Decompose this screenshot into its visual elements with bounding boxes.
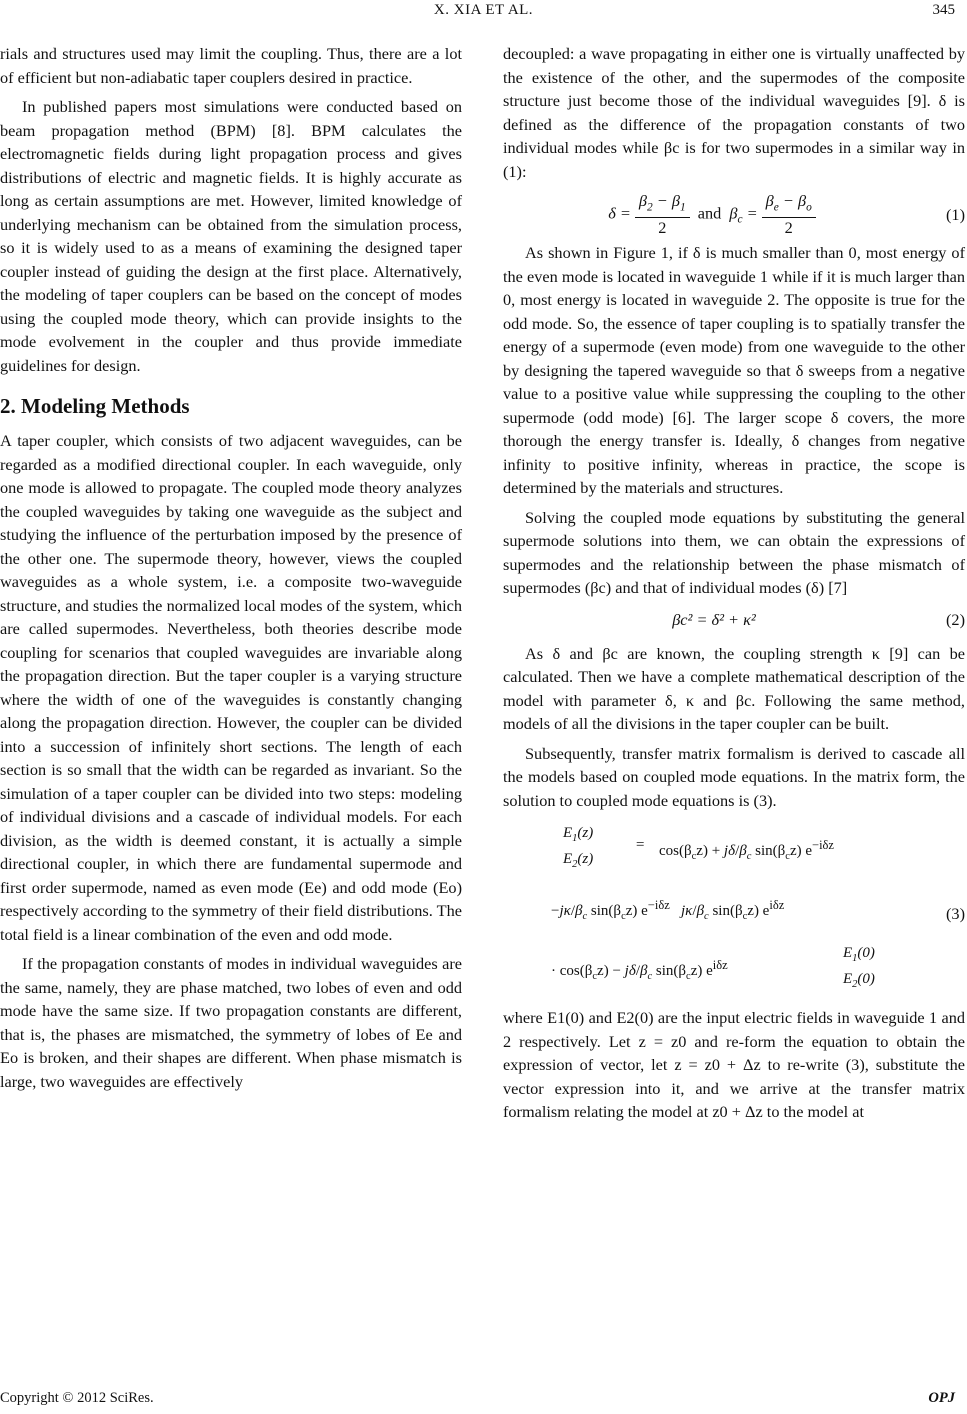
paragraph: If the propagation constants of modes in individual waveguides are the same, namely, they are phase matched, two lobes of even and odd mode have the same size. If two propagation constants are different, that is, the phases are mismatched, the symmetry of lobes of Ee and Eo is broken, and their shapes are different. When phase mismatch is large, two waveguides are effectively	[0, 954, 462, 1091]
paragraph: In published papers most simulations were conducted based on beam propagation method (BPM) [8]. BPM calculates the electromagnetic fields during light propagation process and gives distributions of electric and magnetic fields. It is highly accurate as long as certain assumptions are met. However, limited knowledge of underlying mechanism can be obtained from the simulation process, so it is widely used to as a means of examining the designed taper coupler instead of guiding the design at the first place. Alternatively, the modeling of taper couplers can be based on the concept of modes using the coupled mode theory, which can provide insights to the mode evolvement in the coupler and thus provide immediate guidelines for design.	[0, 97, 462, 375]
equation-3: $E_1(z)$ $E_2(z)$ = $\cos(\beta_cz) + j\delta/\beta_c$ $\sin(\beta_cz)$ $e^{-i\delta z}$ $-j\kappa/\beta_c$ $\sin(\beta_cz)$ $e^{-i\delta z}$ $j\kappa/\beta_c$ $\sin(\beta_cz)$ $e^{i\delta z}$ · $\cos(\beta_cz) - j\delta/\beta_c$ $\sin(\beta_cz)$ $e^{i\delta z}$ $E_1(0)$ $E_2(0)$ (3)	[551, 825, 965, 990]
paragraph: where E1(0) and E2(0) are the input electric fields in waveguide 1 and 2 respectively. Let z = z0 and re-form the equation to obtain the expression of vector, let z = z0 + Δz to re-write (3), substitute the vector expression into it, and we arrive at the transfer matrix formalism relating the model at z0 + Δz to the model at	[503, 1008, 965, 1121]
paragraph: Solving the coupled mode equations by substituting the general supermode solutions into them, we can obtain the expressions of supermodes and the relationship between the phase mismatch of supermodes (βc) and that of individual modes (δ) [7]	[503, 507, 965, 597]
equation-number: (3)	[946, 904, 965, 923]
paragraph: As δ and βc are known, the coupling strength κ [9] can be calculated. Then we have a complete mathematical description of the model with parameter δ, κ and βc. Following the same method, models of all the divisions in the taper coupler can be built.	[503, 643, 965, 733]
page-footer	[0, 1390, 967, 1410]
paragraph: Subsequently, transfer matrix formalism is derived to cascade all the models based on coupled mode equations. In the matrix form, the solution to coupled mode equations is (3).	[503, 743, 965, 810]
copyright: Copyright © 2012 SciRes.	[0, 1390, 154, 1406]
running-authors: X. XIA ET AL.	[433, 2, 534, 18]
journal-abbrev: OPJ	[928, 1390, 955, 1406]
page-number: 345	[932, 2, 955, 18]
equation-1: δ = $\frac{\beta_2 - \beta_1}{2}$ and $\beta_c$ = $\frac{\beta_e - \beta_o}{2}$ (1)	[608, 191, 965, 238]
and-word: and	[697, 203, 722, 223]
paragraph: As shown in Figure 1, if δ is much smaller than 0, most energy of the even mode is located in waveguide 1 while if it is much larger than 0, most energy is located in waveguide 2. The opposite is true for the odd mode. So, the essence of taper coupling is to spatially transfer the energy of a supermode (even mode) from one waveguide to the other by designing the tapered waveguide so that δ sweeps from a negative value to a positive value while suppressing the coupling to the other supermode (odd mode) [6]. The larger scope δ covers, the more thorough the energy transfer is. Ideally, δ changes from negative infinity to positive infinity, whereas in practice, the scope is determined by the materials and structures.	[503, 243, 965, 497]
section-heading: 2. Modeling Methods	[0, 394, 190, 418]
right-column	[503, 42, 965, 1124]
equation-number: (1)	[946, 205, 965, 224]
left-column	[0, 42, 462, 1093]
equation-2	[503, 600, 965, 636]
paragraph: A taper coupler, which consists of two adjacent waveguides, can be regarded as a modified directional coupler. In each waveguide, only one mode is allowed to propagate. The coupled mode theory analyzes the coupled waveguides by taking one waveguide as the subject and studying the influence of the perturbation imposed by the presence of the other one. The supermode theory, however, views the coupled waveguides as a whole system, i.e. a composite two-waveguide structure, and studies the normalized local modes of the system, which are called supermodes. Nevertheless, both theories describe mode coupling for scenarios that coupled waveguides are invariable along the propagation direction. But the taper coupler is a varying structure where the width of one of the waveguides is constantly changing along the propagation direction. However, the coupler can be divided into a succession of infinitely short sections. The length of each section is so small that the width can be regarded as invariant. So the simulation of a taper coupler can be divided into two steps: modeling of individual divisions and a cascade of individual models. For each division, as the width is deemed constant, it is actually a simple directional coupler, in which there are fundamental supermode and first order supermode, named as even mode (Ee) and odd mode (Eo) respectively according to the symmetry of their field distributions. The total field is a linear combination of the even and odd mode.	[0, 431, 462, 944]
paragraph: rials and structures used may limit the coupling. Thus, there are a lot of efficient but non-adiabatic taper couplers desired in practice.	[0, 44, 462, 87]
equation-number: (2)	[946, 609, 965, 629]
paragraph: decoupled: a wave propagating in either one is virtually unaffected by the existence of the other, and the supermodes of the composite structure just become those of the individual waveguides [9]. δ is defined as the difference of the propagation constants of two individual modes while βc is for two supermodes in a similar way in (1):	[503, 44, 965, 181]
equation-2-body: βc² = δ² + κ²	[672, 609, 756, 629]
page-header	[0, 0, 967, 30]
